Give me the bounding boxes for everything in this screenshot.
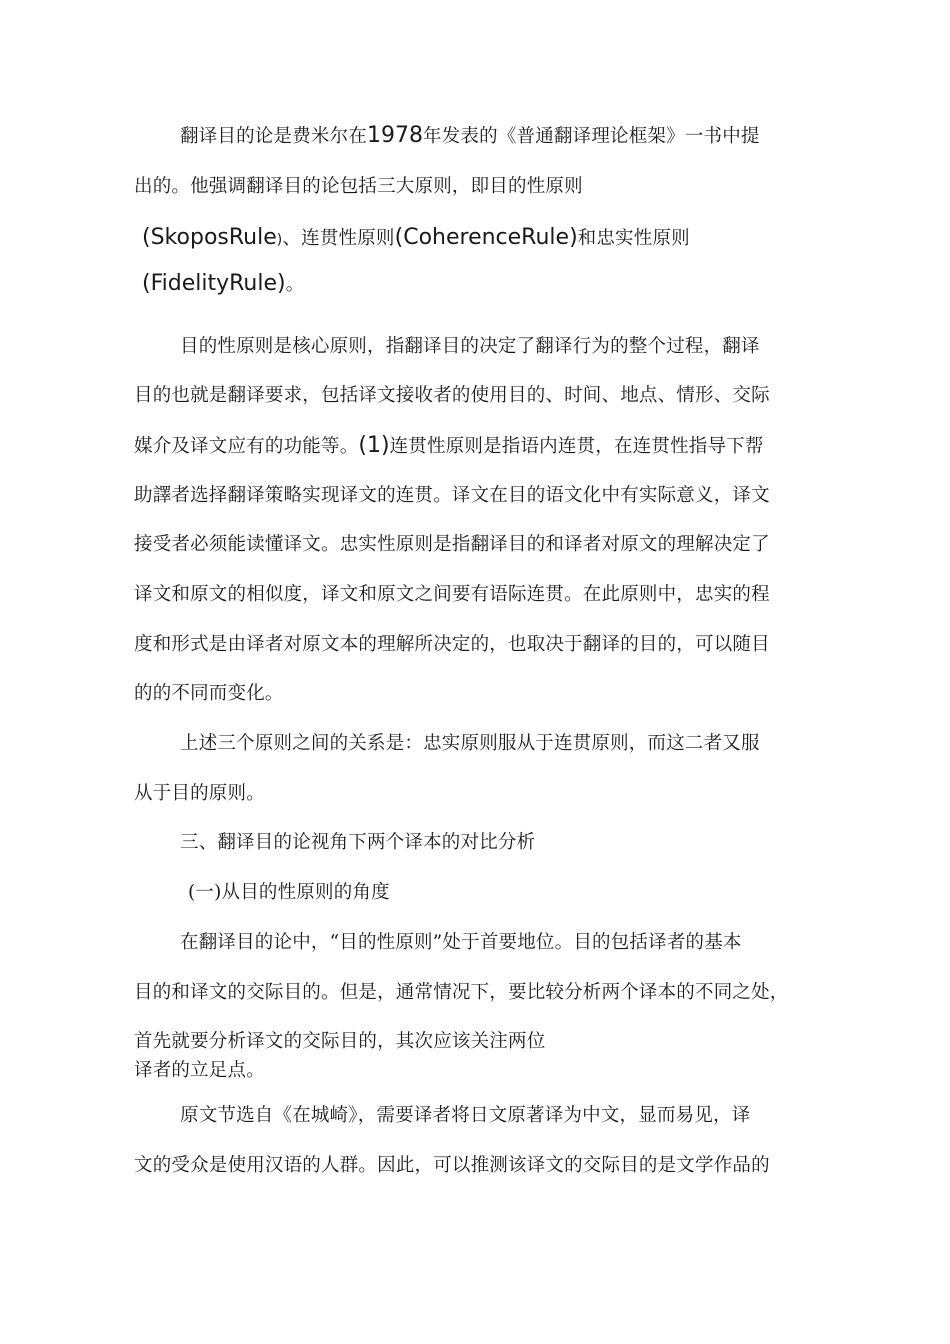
p4-line-4 — [134, 1059, 265, 1083]
p4-line-2 — [134, 981, 789, 1005]
p3-text: 上述三个原则之间的关系是：忠实原则服从于连贯原则，而这二者又服 — [180, 733, 760, 754]
p1-text-b: 年发表的《普通翻译理论框架》一书中提 — [423, 126, 760, 147]
p2-number: (1) — [358, 433, 390, 458]
p2-text: 译文和原文的相似度，译文和原文之间要有语际连贯。在此原则中，忠实的程 — [134, 584, 770, 605]
p1-text-a: 翻译目的论是费米尔在 — [180, 126, 368, 147]
section-heading-text: 三、翻译目的论视角下两个译本的对比分析 — [180, 832, 536, 853]
p1-line-2 — [134, 175, 583, 199]
p1-line-4 — [142, 272, 304, 297]
p2-line-5 — [134, 533, 770, 557]
p5-line-2 — [134, 1154, 770, 1178]
p5-text: 文的受众是使用汉语的人群。因此，可以推测该译文的交际目的是文学作品的 — [134, 1155, 770, 1176]
p4-text: 目的和译文的交际目的。但是，通常情况下，要比较分析两个译本的不同之处， — [134, 982, 789, 1003]
p1-line-3 — [142, 226, 690, 252]
p2-text: 目的性原则是核心原则，指翻译目的决定了翻译行为的整个过程，翻译 — [180, 336, 760, 357]
p1-text-end: 和忠实性原则 — [577, 228, 690, 249]
p1-line-1 — [180, 124, 760, 149]
p2-text: 接受者必须能读懂译文。忠实性原则是指翻译目的和译者对原文的理解决定了 — [134, 534, 770, 555]
subsection-heading-text: (一)从目的性原则的角度 — [188, 882, 390, 903]
section-heading — [180, 831, 535, 855]
p4-line-1 — [180, 931, 742, 955]
p2-line-4 — [134, 484, 770, 508]
p2-text: 目的也就是翻译要求，包括译文接收者的使用目的、时间、地点、情形、交际 — [134, 385, 770, 406]
p2-line-1 — [180, 335, 760, 359]
p5-line-1 — [180, 1104, 750, 1128]
p1-paren-open: ( — [142, 225, 151, 250]
p2-text: 助譯者选择翻译策略实现译文的连贯。译文在目的语文化中有实际意义，译文 — [134, 485, 770, 506]
p4-text: 在翻译目的论中，“目的性原则”处于首要地位。目的包括译者的基本 — [180, 932, 742, 953]
p1-paren-close: ) — [276, 232, 283, 248]
p2-line-3 — [134, 434, 764, 459]
p2-text-a: 媒介及译文应有的功能等。 — [134, 436, 359, 457]
p2-line-6 — [134, 583, 770, 607]
p4-line-3 — [134, 1030, 545, 1054]
p5-text: 原文节选自《在城崎》，需要译者将日文原著译为中文，显而易见，译 — [180, 1105, 751, 1126]
p1-period: 。 — [285, 274, 305, 295]
p2-line-8 — [134, 682, 284, 706]
p1-text-mid: 、连贯性原则 — [282, 228, 395, 249]
p3-line-1 — [180, 732, 760, 756]
p1-year: 1978 — [367, 123, 424, 148]
p1-coherence-term: (CoherenceRule) — [394, 225, 578, 250]
subsection-heading — [188, 881, 390, 905]
p1-skopos-term: SkoposRule — [150, 225, 277, 250]
p2-text: 度和形式是由译者对原文本的理解所决定的，也取决于翻译的目的，可以随目 — [134, 634, 770, 655]
p3-text: 从于目的原则。 — [134, 783, 265, 804]
p2-text: 的的不同而变化。 — [134, 683, 284, 704]
p3-line-2 — [134, 782, 265, 806]
p4-text: 首先就要分析译文的交际目的，其次应该关注两位 — [134, 1031, 546, 1052]
p1-fidelity-term: (FidelityRule) — [142, 271, 286, 296]
p4-text: 译者的立足点。 — [134, 1060, 265, 1081]
p2-text-b: 连贯性原则是指语内连贯，在连贯性指导下帮 — [389, 436, 764, 457]
p2-line-2 — [134, 384, 770, 408]
p2-line-7 — [134, 633, 770, 657]
p1-text: 出的。他强调翻译目的论包括三大原则，即目的性原则 — [134, 176, 583, 197]
